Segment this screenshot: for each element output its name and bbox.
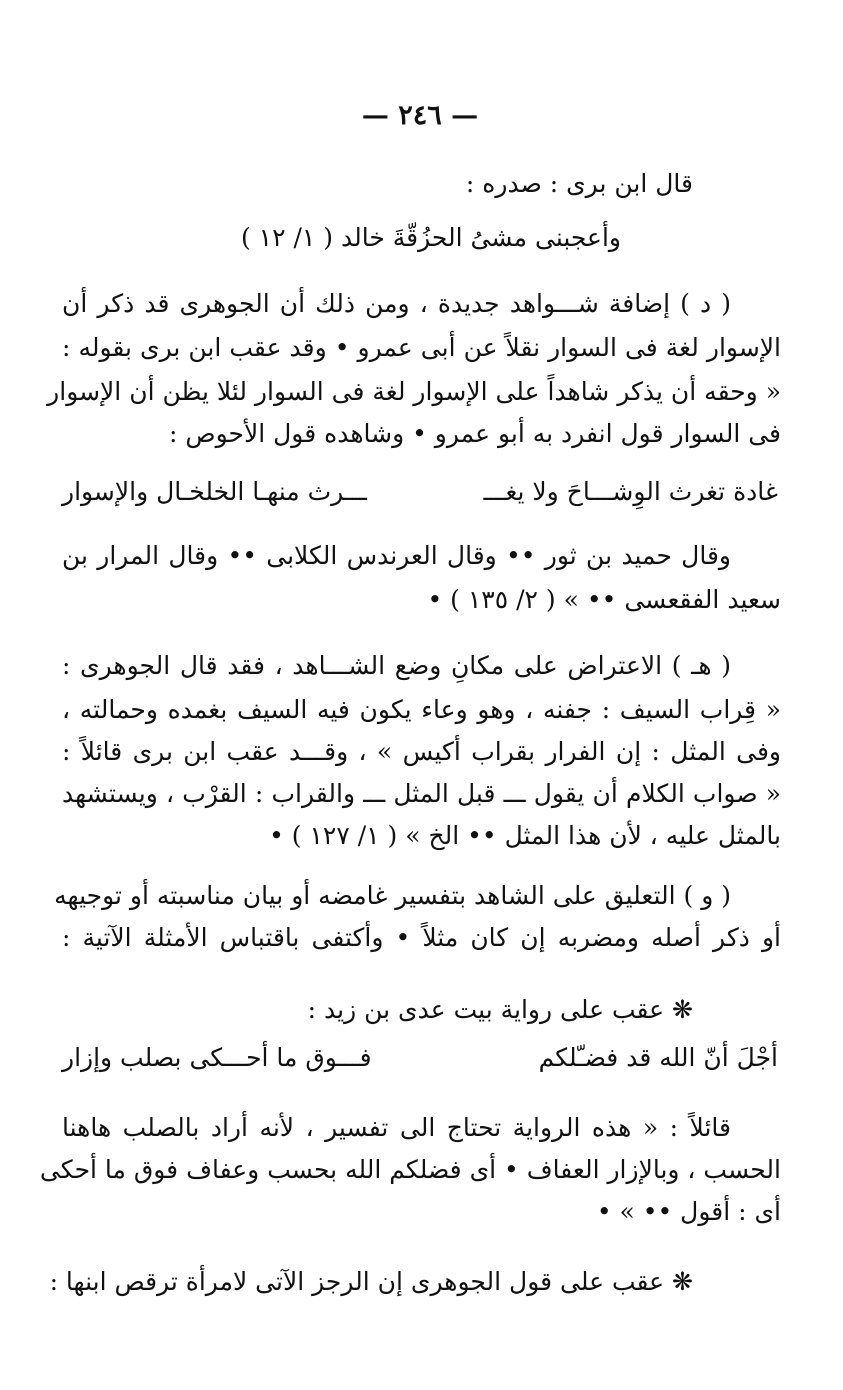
item1-commentary-line-1: قائلاً : « هذه الرواية تحتاج الى تفسير ، لأنه أراد بالصلب هاهنا [62, 1113, 731, 1142]
verse-d-second-half: ـــرث منهـا الخلخـال والإسوار [62, 477, 367, 506]
quoted-verse: وأعجبنى مشىُ الحزُقّةَ خالد ( ١/ ١٢ ) [240, 223, 621, 252]
para-h-line-4: « صواب الكلام أن يقول ـــ قبل المثل ـــ والقراب : القرْب ، ويستشهد [62, 779, 781, 808]
para-d-line-3: « وحقه أن يذكر شاهداً على الإسوار لغة فى السوار لئلا يظن أن الإسوار [47, 377, 781, 406]
item1-commentary-line-3: أى : أقول •• » • [596, 1197, 781, 1226]
para-h-line-3: وفى المثل : إن الفرار بقراب أكيس » ، وقـــد عقب ابن برى قائلاً : [62, 737, 781, 766]
page-number: — ٢٤٦ — [361, 100, 479, 131]
item1-commentary-line-2: الحسب ، وبالإزار العفاف • أى فضلكم الله بحسب وعفاف فوق ما أحكى [39, 1155, 781, 1184]
para-d2-line-1: وقال حميد بن ثور •• وقال العرندس الكلابى •• وقال المرار بن [62, 541, 731, 570]
para-d-line-4: فى السوار قول انفرد به أبو عمرو • وشاهده قول الأحوص : [169, 419, 781, 448]
para-h-line-5: بالمثل عليه ، لأن هذا المثل •• الخ » ( ١/ ١٢٧ ) • [269, 821, 781, 850]
para-d-line-1: ( د ) إضافة شـــواهد جديدة ، ومن ذلك أن الجوهرى قد ذكر أن [62, 289, 731, 318]
verse-d-first-half: غادة تغرث الوِشـــاحَ ولا يغـــ [483, 477, 778, 506]
item1-verse-second-half: فـــوق ما أحـــكى بصلب وإزار [62, 1043, 372, 1072]
para-d2-line-2: سعيد الفقعسى •• » ( ٢/ ١٣٥ ) • [427, 585, 781, 614]
para-w-line-2: أو ذكر أصله ومضربه إن كان مثلاً • وأكتفى باقتباس الأمثلة الآتية : [62, 923, 781, 952]
item1-verse-first-half: أجْلَ أنّ الله قد فضـّلكم [538, 1043, 778, 1072]
item1-intro: ❋ عقب على رواية بيت عدى بن زيد : [307, 995, 693, 1024]
para-w-line-1: ( و ) التعليق على الشاهد بتفسير غامضه أو بيان مناسبته أو توجيهه [54, 881, 731, 910]
para-h-line-1: ( هـ ) الاعتراض على مكانِ وضع الشـــاهد ، فقد قال الجوهرى : [62, 651, 731, 680]
para-h-line-2: « قِراب السيف : جفنه ، وهو وعاء يكون فيه السيف بغمده وحمالته ، [62, 695, 781, 724]
item2-intro: ❋ عقب على قول الجوهرى إن الرجز الآتى لامرأة ترقص ابنها : [49, 1267, 693, 1296]
quote-intro: قال ابن برى : صدره : [465, 169, 693, 198]
para-d-line-2: الإسوار لغة فى السوار نقلاً عن أبى عمرو • وقد عقب ابن برى بقوله : [62, 333, 781, 362]
